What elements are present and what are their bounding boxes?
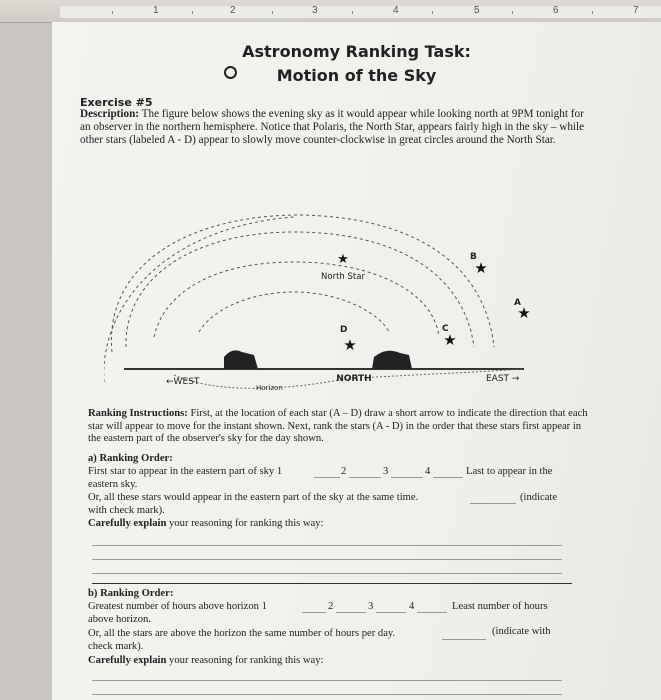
ruler-number: 3 [312, 5, 318, 16]
star-d-icon: ★ [343, 338, 357, 354]
star-c-label: C [442, 324, 449, 334]
west-label: ←WEST [166, 377, 200, 387]
tree-silhouette [224, 350, 258, 369]
ranking-instructions-label: Ranking Instructions: [88, 408, 188, 419]
part-a-explain-prompt: Carefully explain your reasoning for ranking this way: [88, 518, 324, 529]
description-label: Description: [80, 108, 140, 120]
ruler-number: 4 [393, 5, 399, 16]
sky-figure [104, 197, 564, 417]
rank-blank-3[interactable] [391, 477, 423, 478]
answer-line[interactable] [92, 545, 562, 546]
document-page[interactable] [52, 22, 661, 700]
rank-blank-1[interactable] [302, 612, 326, 613]
rank-number-4: 4 [409, 601, 415, 612]
part-a-or-option: Or, all these stars would appear in the eastern part of the sky at the same time. [88, 492, 419, 503]
page-subtitle: Motion of the Sky [276, 66, 437, 85]
rank-blank-4[interactable] [417, 612, 447, 613]
north-star-label: North Star [321, 272, 365, 282]
section-divider [92, 583, 572, 584]
part-a-last-star-cont: eastern sky. [88, 479, 138, 490]
same-time-check-blank[interactable] [470, 503, 516, 504]
part-a-last-star: Last to appear in the [466, 466, 553, 477]
star-d-label: D [340, 325, 348, 335]
north-star-icon: ★ [337, 251, 349, 266]
ruler-track [60, 6, 661, 18]
part-a-indicate-cont: with check mark). [88, 505, 165, 516]
ruler[interactable] [0, 0, 661, 23]
page-title: Astronomy Ranking Task: [242, 42, 471, 61]
answer-line[interactable] [92, 559, 562, 560]
star-b-label: B [470, 252, 477, 262]
answer-line[interactable] [92, 694, 562, 695]
exercise-label: Exercise #5 [80, 96, 153, 109]
rank-number-2: 2 [328, 601, 334, 612]
star-a-icon: ★ [517, 306, 531, 322]
star-b-icon: ★ [474, 261, 488, 277]
ranking-instructions-text: First, at the location of each star (A – D) draw a short arrow to indicate the direction that each star will appear to move for the instant shown. Next, rank the stars (A - D) in the order that these stars first appear in the eastern part of the observer's sky for the day shown. [88, 408, 588, 444]
part-b-heading: b) Ranking Order: [88, 588, 174, 599]
rank-blank-4[interactable] [433, 477, 463, 478]
rank-blank-1[interactable] [314, 477, 340, 478]
ruler-number: 2 [230, 5, 236, 16]
part-a-indicate: (indicate [520, 492, 558, 503]
part-b-indicate-cont: check mark). [88, 641, 144, 652]
west-text: WEST [173, 377, 200, 387]
rank-blank-2[interactable] [349, 477, 381, 478]
north-label: NORTH [336, 374, 372, 384]
part-b-least: Least number of hours [452, 601, 548, 612]
answer-line[interactable] [92, 573, 562, 574]
east-text: EAST [486, 374, 510, 384]
ruler-number: 7 [633, 5, 639, 16]
rank-number-3: 3 [368, 601, 374, 612]
star-c-icon: ★ [443, 333, 457, 349]
part-b-indicate: (indicate with [492, 626, 551, 637]
east-label: EAST → [486, 374, 520, 384]
ruler-number: 5 [474, 5, 480, 16]
horizon-label: Horizon [256, 384, 283, 392]
ruler-number: 1 [153, 5, 159, 16]
same-hours-check-blank[interactable] [442, 639, 486, 640]
part-a-first-star: First star to appear in the eastern part of sky 1 [88, 466, 283, 477]
rank-number-3: 3 [383, 466, 389, 477]
rank-number-4: 4 [425, 466, 431, 477]
rank-number-2: 2 [341, 466, 347, 477]
ruler-number: 6 [553, 5, 559, 16]
rank-blank-2[interactable] [336, 612, 366, 613]
part-b-or-option: Or, all the stars are above the horizon the same number of hours per day. [88, 628, 396, 639]
answer-line[interactable] [92, 680, 562, 681]
ranking-instructions [88, 408, 588, 446]
star-a-label: A [514, 298, 521, 308]
part-b-greatest: Greatest number of hours above horizon 1 [88, 601, 267, 612]
description-paragraph [80, 108, 585, 147]
part-b-least-cont: above horizon. [88, 614, 151, 625]
tree-silhouette [372, 351, 412, 369]
description-text: The figure below shows the evening sky as it would appear while looking north at 9PM tonight for an observer in the northern hemisphere. Notice that Polaris, the North Star, appears fairly high in the sky – while other stars (labeled A - D) appear to slowly move counter-clockwise in great circles around the North Star. [80, 108, 585, 146]
part-b-explain-prompt: Carefully explain your reasoning for ranking this way: [88, 655, 324, 666]
rank-blank-3[interactable] [376, 612, 406, 613]
part-a-heading: a) Ranking Order: [88, 453, 173, 464]
